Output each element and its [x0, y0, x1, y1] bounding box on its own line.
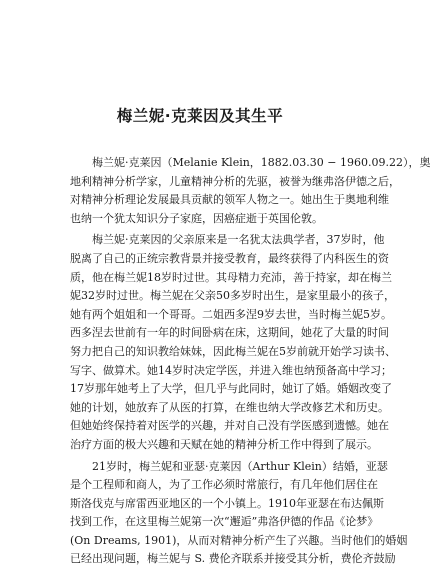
text-line: 西多涅去世前有一年的时间卧病在床，这期间，她花了大量的时间	[70, 324, 360, 343]
text-line: 17岁那年她考上了大学，但几乎与此同时，她订了婚。婚姻改变了	[70, 380, 360, 399]
paragraph-2	[70, 231, 360, 454]
text-line: (On Dreams, 1901)，从而对精神分析产生了兴趣。当时他们的婚姻	[70, 532, 360, 551]
text-line: 已经出现问题，梅兰妮与 S. 费伦齐联系并接受其分析，费伦齐鼓励	[70, 550, 360, 569]
text-line: 她有两个姐姐和一个哥哥。二姐西多涅9岁去世，当时梅兰妮5岁。	[70, 306, 360, 325]
text-line: 地利精神分析学家，儿童精神分析的先驱，被誉为继弗洛伊德之后，	[70, 173, 360, 192]
text-line: 21岁时，梅兰妮和亚瑟·克莱因（Arthur Klein）结婚，亚瑟	[70, 458, 360, 477]
text-line: 是个工程师和商人，为了工作必须时常旅行，有几年他们居住在	[70, 476, 360, 495]
text-line: 努力把自己的知识教给妹妹，因此梅兰妮在5岁前就开始学习读书、	[70, 343, 360, 362]
text-line: 对精神分析理论发展最具贡献的领军人物之一。她出生于奥地利维	[70, 191, 360, 210]
text-line: 梅兰妮·克莱因（Melanie Klein，1882.03.30 − 1960.09.22），奥	[70, 154, 360, 173]
text-line: 斯洛伐克与席雷西亚地区的一个小镇上。1910年亚瑟在布达佩斯	[70, 495, 360, 514]
text-line: 她的计划，她放弃了从医的打算，在维也纳大学改修艺术和历史。	[70, 399, 360, 418]
chapter-title: 梅兰妮·克莱因及其生平	[0, 104, 400, 126]
text-line: 脱离了自己的正统宗教背景并接受教育，最终获得了内科医生的资	[70, 250, 360, 269]
text-line: 妮32岁时过世。梅兰妮在父亲50多岁时出生，是家里最小的孩子，	[70, 287, 360, 306]
text-line: 但她始终保持着对医学的兴趣，并对自己没有学医感到遗憾。她在	[70, 417, 360, 436]
paragraph-3	[70, 458, 360, 569]
text-line: 也纳一个犹太知识分子家庭，因癌症逝于英国伦敦。	[70, 210, 360, 229]
text-line: 梅兰妮·克莱因的父亲原来是一名犹太法典学者，37岁时，他	[70, 231, 360, 250]
text-line: 质，他在梅兰妮18岁时过世。其母精力充沛，善于持家，却在梅兰	[70, 269, 360, 288]
text-line: 治疗方面的极大兴趣和天赋在她的精神分析工作中得到了展示。	[70, 436, 360, 455]
body-text	[70, 154, 360, 569]
paragraph-1	[70, 154, 360, 228]
text-line: 找到工作，在这里梅兰妮第一次“邂逅”弗洛伊德的作品《论梦》	[70, 513, 360, 532]
text-line: 写字、做算术。她14岁时决定学医，并进入维也纳预备高中学习；	[70, 362, 360, 381]
